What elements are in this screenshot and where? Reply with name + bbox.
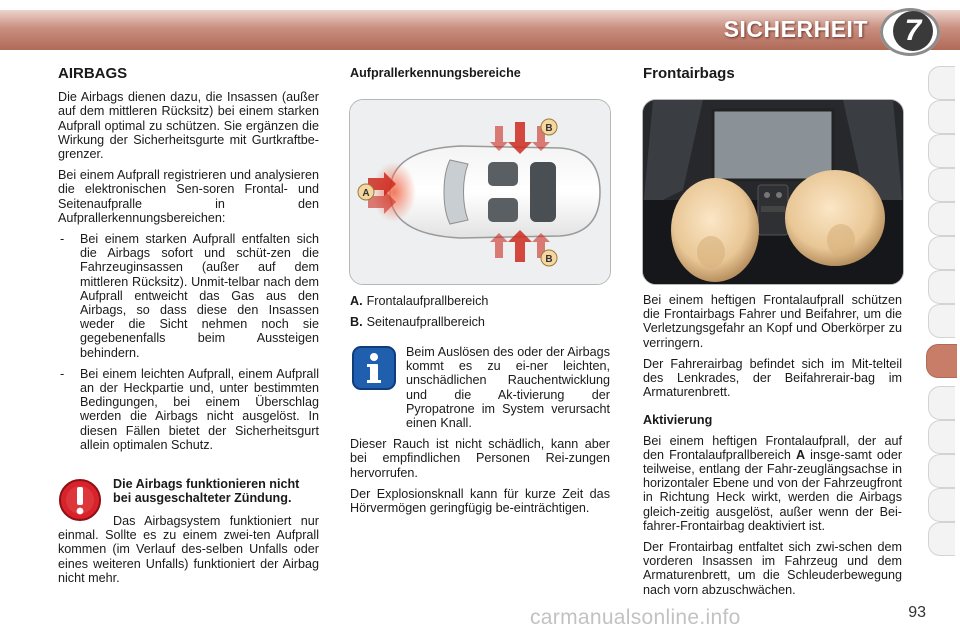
activation-paragraph: Bei einem heftigen Frontalaufprall, der auf den Frontalaufprallbereich A insge-samt oder teilweise, entlang der Fahr-zeuglängsachse in horizontaler Ebene und von der Fahrzeugfront in Richtung Heck wirkt, werden die Airbags gleich-zeitig ausgelöst, außer wenn der Bei-fahrer-Frontairbag deaktiviert ist. bbox=[643, 433, 903, 533]
chapter-thumb-tabs bbox=[928, 66, 960, 574]
right-heading-wrap bbox=[643, 67, 903, 90]
front-seat-right bbox=[488, 198, 518, 222]
watermark: carmanualsonline.info bbox=[530, 606, 741, 629]
page-number: 93 bbox=[908, 604, 926, 621]
chapter-tab-active[interactable] bbox=[926, 344, 957, 378]
chapter-tab[interactable] bbox=[928, 168, 955, 202]
frontairbags-paragraph-1: Bei einem heftigen Frontalaufprall schützen die Frontairbags Fahrer und Beifahrer, um die Verletzungsgefahr an Kopf und Oberkörper zu verringern. bbox=[643, 293, 902, 350]
info-paragraph-3: Der Explosionsknall kann für kurze Zeit das Hörvermögen geringfügig be-einträchtigen. bbox=[350, 486, 610, 516]
chapter-tab[interactable] bbox=[928, 236, 955, 270]
sensor-paragraph: Bei einem Aufprall registrieren und analysieren die elektronischen Sen-soren Frontal- und Seitenaufpralle in den Aufprallerkennungsbereichen: bbox=[58, 168, 319, 225]
diagram-label-a: A bbox=[362, 188, 370, 199]
left-column bbox=[58, 67, 319, 459]
chapter-tab[interactable] bbox=[928, 202, 955, 236]
frontairbags-heading: Frontairbags bbox=[643, 65, 735, 82]
detection-zones-heading: Aufprallerkennungsbereiche bbox=[350, 66, 521, 80]
chapter-tab[interactable] bbox=[928, 134, 955, 168]
rear-bench bbox=[530, 162, 556, 222]
car-topview-illustration bbox=[350, 100, 610, 284]
chapter-tab[interactable] bbox=[928, 488, 955, 522]
chapter-tab[interactable] bbox=[928, 522, 955, 556]
warning-title: Die Airbags funktionieren nicht bei ausgeschalteter Zündung. bbox=[113, 477, 300, 505]
frontairbags-photo bbox=[642, 99, 904, 285]
chapter-title: SICHERHEIT bbox=[723, 16, 868, 42]
section-heading-airbags: AIRBAGS bbox=[58, 65, 128, 82]
zone-legend bbox=[350, 294, 610, 336]
frontairbags-paragraph-2: Der Fahrerairbag befindet sich im Mit-telteil des Lenkrades, der Beifahrerair-bag im Armaturenbrett. bbox=[643, 356, 902, 400]
diagram-label-b-bottom: B bbox=[545, 254, 553, 265]
info-paragraph-2: Dieser Rauch ist nicht schädlich, kann aber bei empfindlichen Personen Rei-zungen hervorrufen. bbox=[350, 437, 610, 480]
chapter-tab[interactable] bbox=[928, 100, 955, 134]
chapter-tab[interactable] bbox=[928, 386, 955, 420]
chapter-tab[interactable] bbox=[928, 420, 955, 454]
info-paragraph-1: Beim Auslösen des oder der Airbags kommt es zu ei-ner leichten, unschädlichen Rauchentwicklung und die Ak-tivierung der Pyropatrone im System verursacht einen Knall. bbox=[406, 345, 610, 431]
list-item: - Bei einem leichten Aufprall, einem Aufprall an der Heckpartie und, unter bestimmten Bedingungen, bei einem Überschlag werden die Airbags nicht ausgelöst. In diesen Fällen bietet der Sicherheitsgurt allein optimalen Schutz. bbox=[60, 366, 319, 452]
page-header bbox=[0, 0, 960, 62]
chapter-tab[interactable] bbox=[928, 270, 955, 304]
chapter-tab[interactable] bbox=[928, 304, 955, 338]
detection-zones-diagram bbox=[349, 99, 611, 285]
chapter-tab[interactable] bbox=[928, 66, 955, 100]
warning-text: Das Airbagsystem funktioniert nur einmal. Sollte es zu einem zwei-ten Aufprall kommen (im Verlauf des-selben Unfalls oder eines weiteren Unfalls) funktioniert der Airbag nicht mehr. bbox=[58, 514, 319, 585]
info-block bbox=[350, 345, 610, 522]
chapter-tab[interactable] bbox=[928, 454, 955, 488]
middle-heading-wrap bbox=[350, 66, 610, 83]
zone-b-line: B. Seitenaufprallbereich bbox=[350, 315, 485, 330]
chapter-number: 7 bbox=[893, 11, 933, 51]
activation-heading: Aktivierung bbox=[643, 413, 713, 428]
diagram-label-b-top: B bbox=[545, 123, 553, 134]
front-seat-left bbox=[488, 162, 518, 186]
list-item: - Bei einem starken Aufprall entfalten sich die Airbags sofort und schüt-zen die Fahrzeuginsassen (außer auf dem mittleren Rücksitz). Unmit-telbar nach dem Aufprall entweicht das Gas aus den Airbags, so dass diese den Insassen weder die Sicht nehmen noch sie gegebenenfalls beim Aussteigen behindern. bbox=[60, 232, 319, 360]
cabin-airbag-illustration bbox=[643, 100, 903, 284]
warning-block bbox=[58, 478, 319, 592]
right-column bbox=[643, 293, 902, 604]
deployment-paragraph: Der Frontairbag entfaltet sich zwi-schen dem vorderen Insassen im Fahrzeug und dem Armaturenbrett, um die Schleuderbewegung nach vorn abzuschwächen. bbox=[643, 540, 902, 597]
impact-list bbox=[58, 232, 319, 452]
zone-a-line: A. Frontalaufprallbereich bbox=[350, 294, 489, 308]
intro-paragraph: Die Airbags dienen dazu, die Insassen (außer auf dem mittleren Rücksitz) bei einem starken Aufprall optimal zu schützen. Sie ergänzen die Wirkung der Sicherheitsgurte mit Gurtkraftbe-grenzer. bbox=[58, 90, 319, 162]
